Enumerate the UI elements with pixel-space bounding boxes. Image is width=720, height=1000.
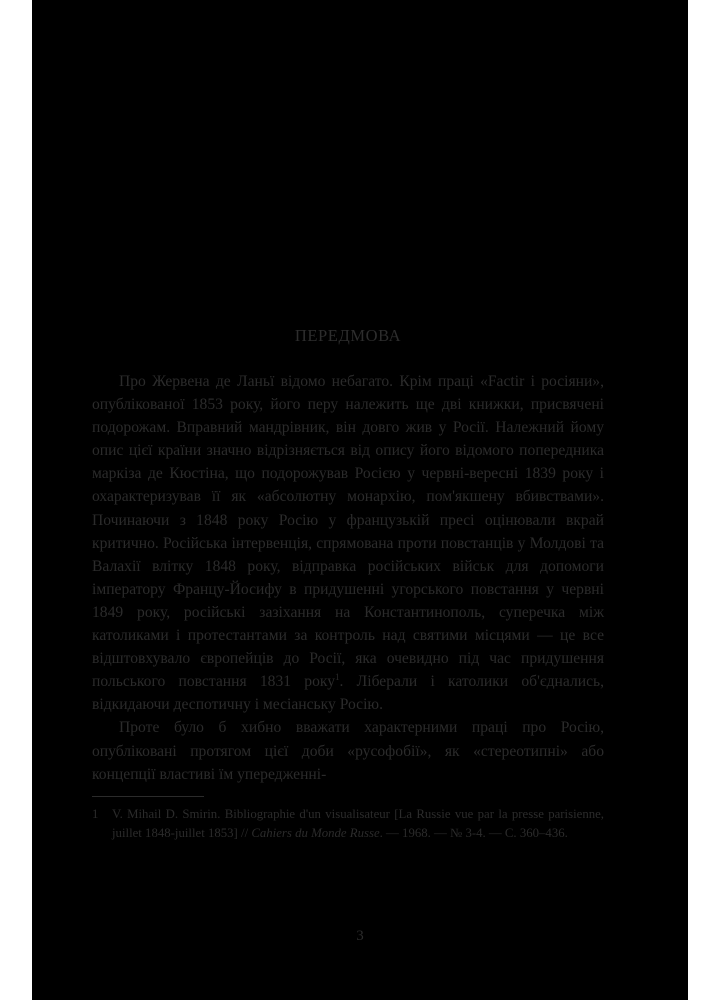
text-block <box>92 326 604 843</box>
paragraph-1-end: . Ліберали і католики об'єднались, відкидаючи деспотичну і месіанську Росію. <box>92 673 604 714</box>
footnote-divider <box>92 796 204 797</box>
paragraph-1 <box>92 370 604 716</box>
footnote-journal: Cahiers du Monde Russe <box>251 825 380 840</box>
paragraph-2: Проте було б хибно вважати характерними праці про Росію, опубліковані протягом цієї доби «русофобії», як «стереотипні» або концепції властиві їм упередженні- <box>92 719 604 783</box>
chapter-heading: ПЕРЕДМОВА <box>294 326 402 345</box>
footnote-number: 1 <box>92 806 99 821</box>
paragraph-1-text: Про Жервена де Ланьї відомо небагато. Крім праці «Factir i росіяни», опублікованої 1853 року, його перу належить ще дві книжки, присвячені подорожам. Вправний мандрівник, він довго жив у Росії. Належний йому опис цієї країни значно відрізняється від опису його відомого попередника маркіза де Кюстіна, що подорожував Росією у червні-вересні 1839 року і охарактеризував її як «абсолютну монархію, пом'якшену вбивствами». Починаючи з 1848 року Росію у французькій пресі оцінювали вкрай критично. Російська інтервенція, спрямована проти повстанців у Молдові та Валахії влітку 1848 року, відправка російських військ для допомоги імператору Францу-Йосифу в придушенні угорського повстання у червні 1849 року, російські зазіхання на Константинополь, суперечка між католиками і протестантами за контроль над святими місцями — це все відштовхувало європейців до Росії, яка очевидно під час придушення польського повстання 1831 року <box>92 373 604 691</box>
footnote-details: . — 1968. — № 3-4. — С. 360–436. <box>379 825 568 840</box>
footnote <box>92 805 604 843</box>
page-number: 3 <box>356 928 364 944</box>
footnote-text: V. Mihail D. Smirin. Bibliographie d'un visualisateur [La Russie vue par la presse parisienne, juillet 1848-juillet 1853] // <box>112 806 604 840</box>
footnote-reference: 1 <box>335 672 340 683</box>
